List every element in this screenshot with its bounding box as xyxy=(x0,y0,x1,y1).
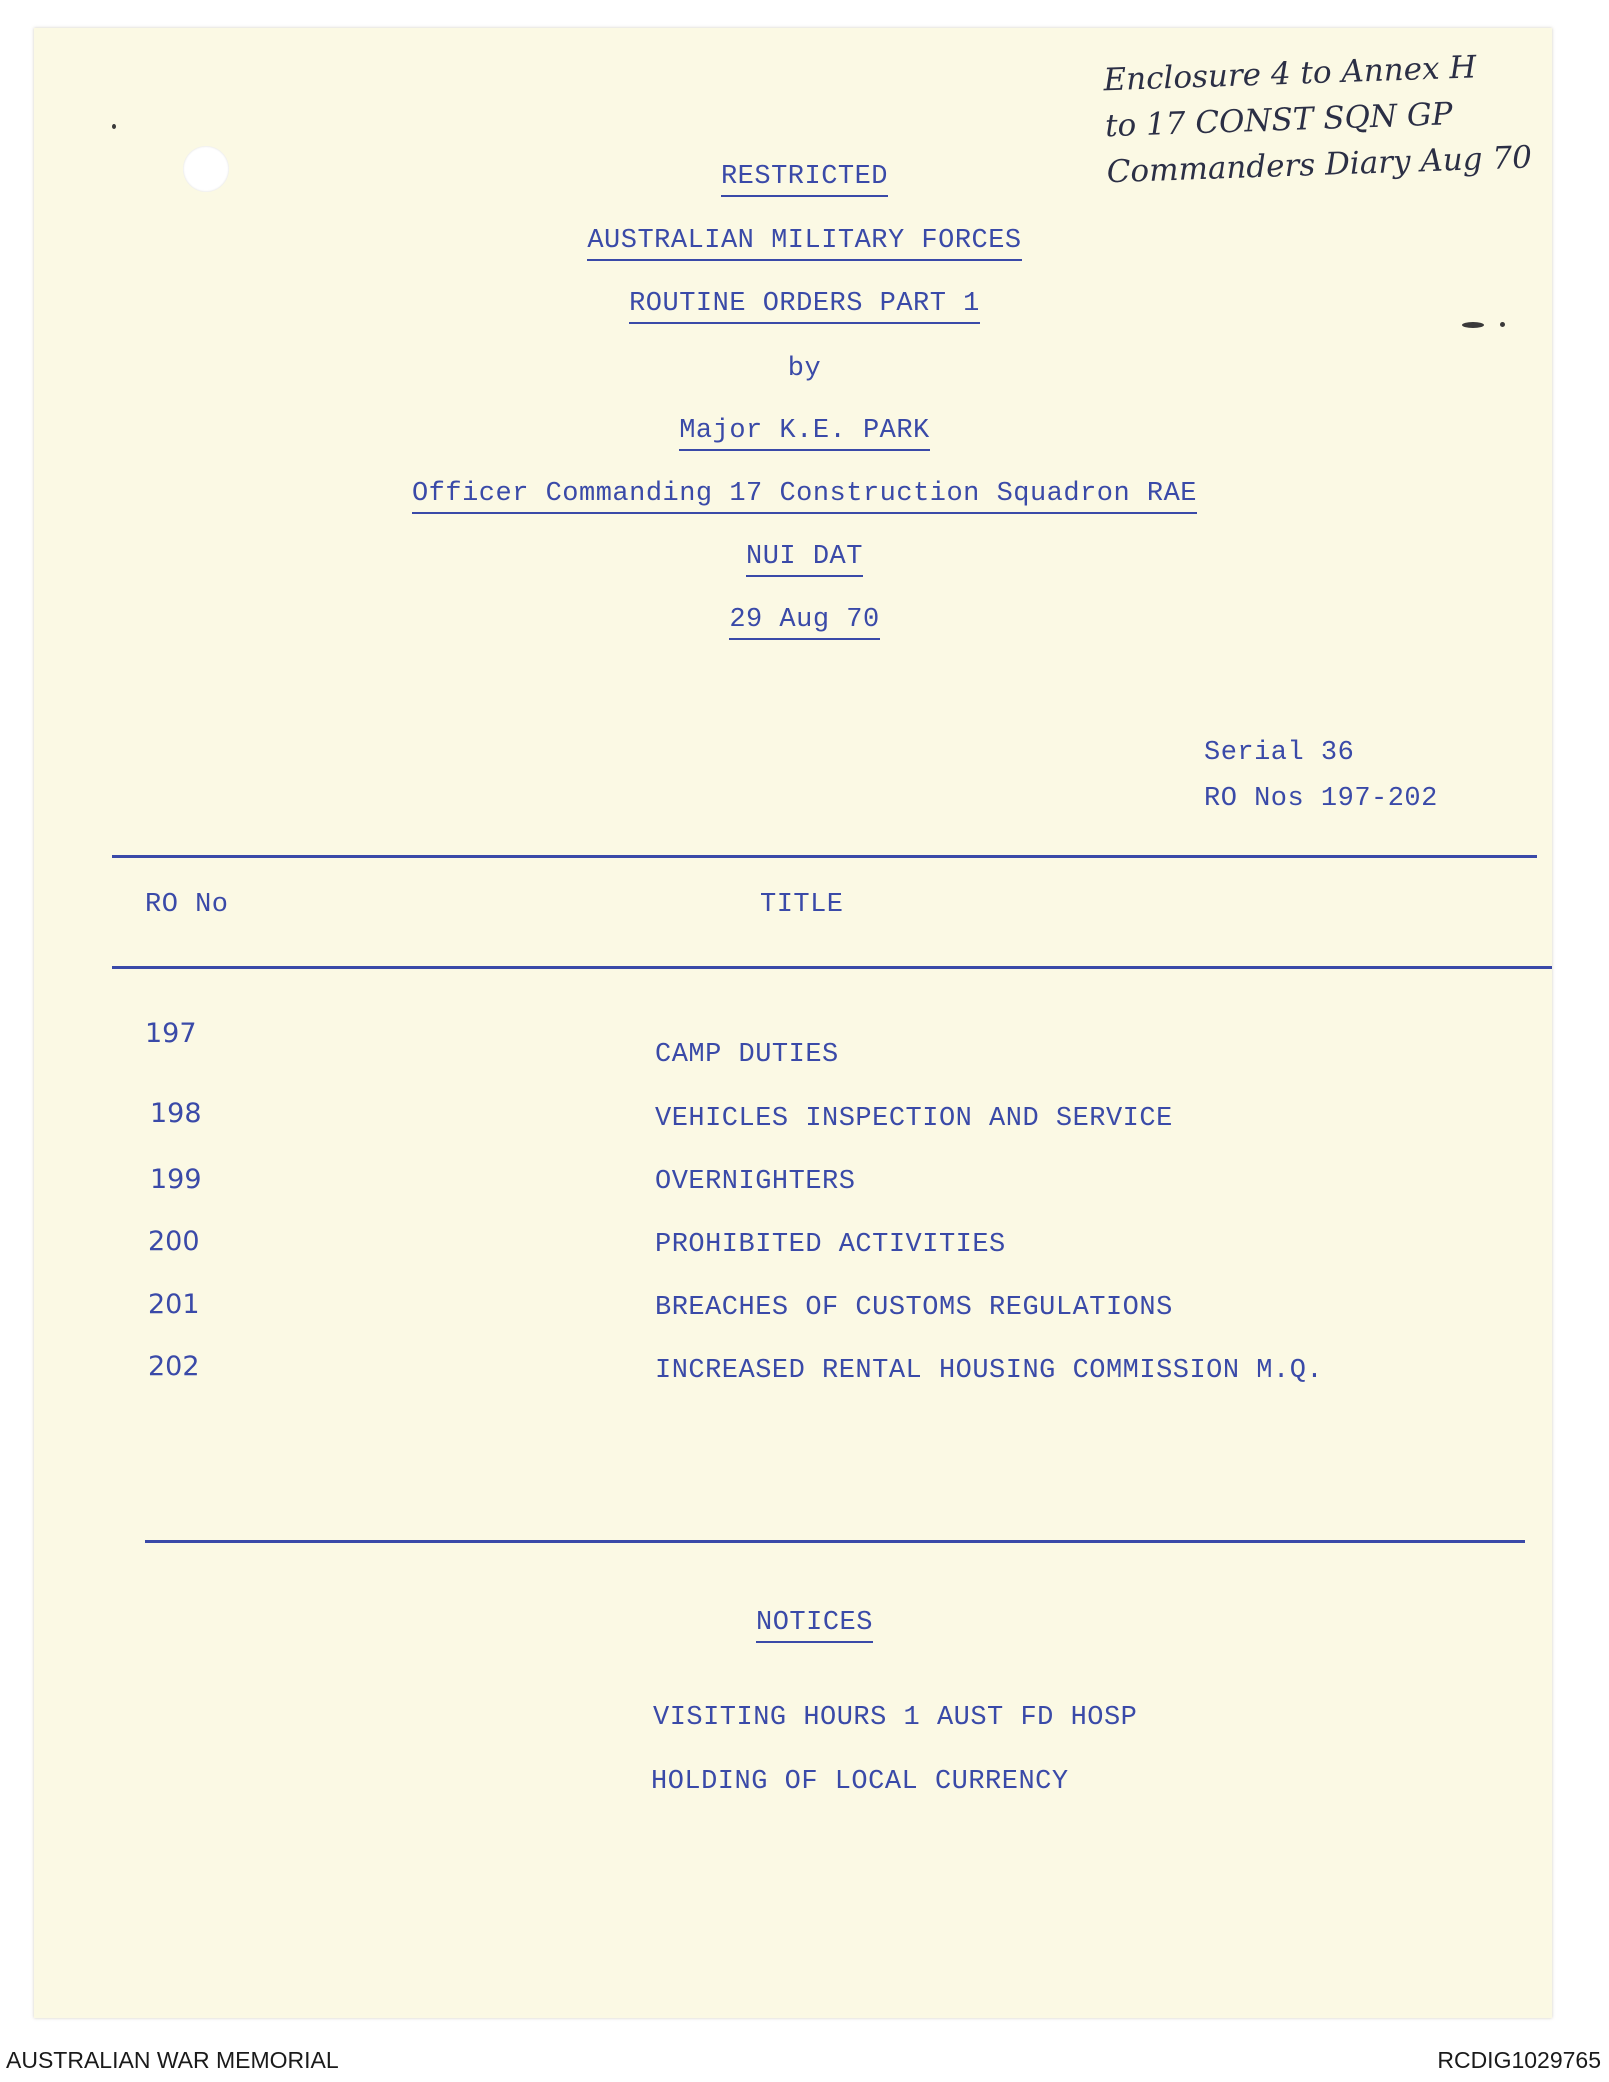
officer-name: Major K.E. PARK xyxy=(679,417,930,451)
ro-title: PROHIBITED ACTIVITIES xyxy=(655,1230,1006,1260)
ro-title: OVERNIGHTERS xyxy=(655,1167,856,1197)
table-top-rule xyxy=(112,855,1537,858)
column-header-title: TITLE xyxy=(760,890,844,920)
ro-number: 201 xyxy=(148,1289,200,1320)
handwritten-line: Enclosure 4 to Annex H xyxy=(1102,49,1477,99)
serial-block xyxy=(1204,730,1438,822)
ro-numbers: RO Nos 197-202 xyxy=(1204,784,1438,814)
document-type: ROUTINE ORDERS PART 1 xyxy=(629,290,980,324)
archive-id: RCDIG1029765 xyxy=(1437,2047,1601,2073)
notice-item: VISITING HOURS 1 AUST FD HOSP xyxy=(653,1703,1138,1733)
handwritten-line: to 17 CONST SQN GP xyxy=(1104,96,1454,145)
ro-number: 202 xyxy=(148,1351,200,1382)
column-header-ro-no: RO No xyxy=(145,890,229,920)
document-date: 29 Aug 70 xyxy=(729,606,879,640)
ro-number: 200 xyxy=(148,1226,200,1257)
by-label: by xyxy=(787,354,822,384)
document-type-line xyxy=(0,289,1609,324)
ro-title: CAMP DUTIES xyxy=(655,1040,839,1070)
paper-mark xyxy=(112,124,116,129)
officer-name-line xyxy=(0,416,1609,451)
officer-role: Officer Commanding 17 Construction Squadron RAE xyxy=(412,480,1197,514)
classification: RESTRICTED xyxy=(721,163,888,197)
ro-number: 199 xyxy=(150,1164,202,1195)
organisation: AUSTRALIAN MILITARY FORCES xyxy=(587,227,1021,261)
ro-number: 198 xyxy=(150,1098,202,1129)
location: NUI DAT xyxy=(746,543,863,577)
table-header-rule xyxy=(112,966,1552,969)
archive-credit: AUSTRALIAN WAR MEMORIAL xyxy=(6,2047,339,2073)
ro-title: INCREASED RENTAL HOUSING COMMISSION M.Q. xyxy=(655,1356,1324,1386)
handwritten-line: Commanders Diary Aug 70 xyxy=(1106,139,1533,191)
officer-role-line xyxy=(0,479,1609,514)
organisation-line xyxy=(0,226,1609,261)
table-bottom-rule xyxy=(145,1540,1525,1543)
classification-line xyxy=(0,162,1609,197)
ro-title: VEHICLES INSPECTION AND SERVICE xyxy=(655,1104,1173,1134)
notice-item: HOLDING OF LOCAL CURRENCY xyxy=(651,1767,1069,1797)
by-line xyxy=(0,354,1609,384)
ro-number: 197 xyxy=(145,1018,197,1049)
date-line xyxy=(0,605,1609,640)
ro-title: BREACHES OF CUSTOMS REGULATIONS xyxy=(655,1293,1173,1323)
serial-number: Serial 36 xyxy=(1204,738,1355,768)
notices-heading: NOTICES xyxy=(756,1609,873,1643)
location-line xyxy=(0,542,1609,577)
notices-heading-line xyxy=(10,1608,1609,1643)
